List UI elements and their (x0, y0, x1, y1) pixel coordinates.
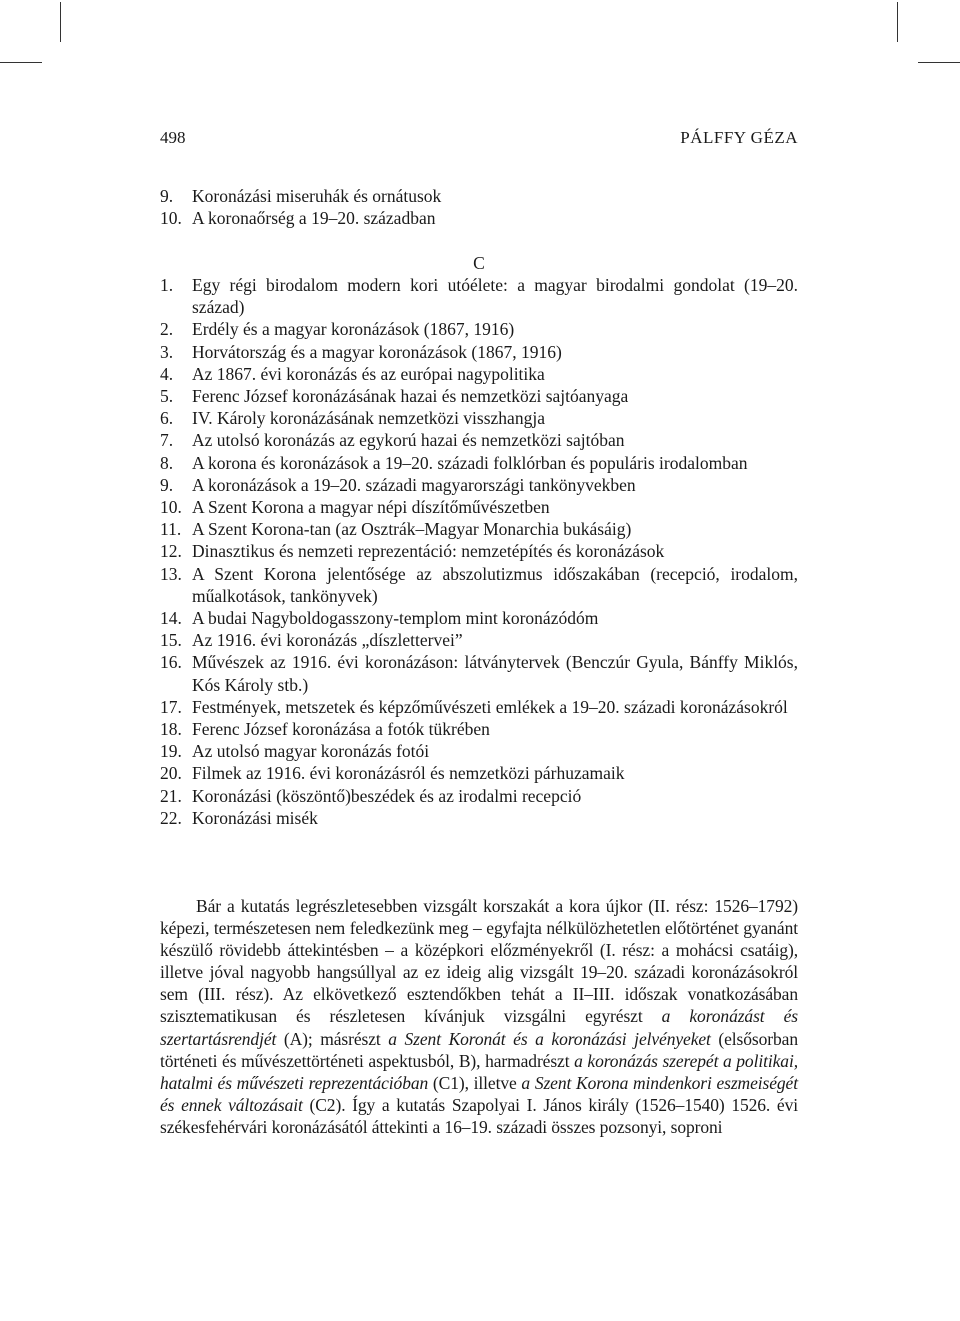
crop-mark (60, 2, 61, 42)
list-item-number: 9. (160, 474, 174, 495)
list-item (160, 318, 798, 340)
list-item-text: Festmények, metszetek és képzőművészeti emlékek a 19–20. századi koronázásokról (192, 696, 788, 717)
list-item (160, 518, 798, 540)
paragraph-text: Bár a kutatás legrészletesebben vizsgált korszakát a kora újkor (II. rész: 1526–1792) képezi, természetesen nem feledkezünk meg – egyfajta nélkülözhetetlen előtörténet gyanánt készülő rövidebb áttekintésben – a középkori előzményekről (I. rész: a mohácsi csatáig), illetve jóval nagyobb hangsúllyal az ez ideig alig vizsgált 19–20. századi koronázásokról sem (III. rész). Az elkövetkező esztendőkben tehát a II–III. időszak vonatkozásában szisztematikusan és részletesen kívánjuk vizsgálni egyrészt (160, 896, 798, 1027)
list-item-text: A koronázások a 19–20. századi magyarországi tankönyvekben (192, 474, 636, 495)
list-item-text: Dinasztikus és nemzeti reprezentáció: nemzetépítés és koronázások (192, 541, 665, 562)
list-item-number: 21. (160, 785, 182, 806)
list-item-text: Koronázási misék (192, 807, 318, 828)
list-item-text: IV. Károly koronázásának nemzetközi visszhangja (192, 408, 545, 429)
list-item (160, 363, 798, 385)
paragraph-emphasis: a Szent Koronát és a koronázási jelvényeket (388, 1028, 711, 1049)
list-item (160, 785, 798, 807)
list-item (160, 651, 798, 695)
list-item-number: 4. (160, 363, 174, 384)
list-item (160, 807, 798, 829)
list-item-text: Koronázási miseruhák és ornátusok (192, 186, 442, 206)
list-item-number: 5. (160, 386, 174, 407)
crop-mark (918, 62, 960, 63)
list-item (160, 474, 798, 496)
list-item (160, 207, 798, 229)
list-item (160, 629, 798, 651)
list-item (160, 563, 798, 607)
list-item (160, 762, 798, 784)
list-item (160, 540, 798, 562)
running-head: PÁLFFY GÉZA (680, 128, 798, 147)
list-section-c (160, 274, 798, 829)
list-item (160, 718, 798, 740)
list-item-number: 1. (160, 275, 174, 295)
page-number: 498 (160, 128, 186, 147)
list-item (160, 452, 798, 474)
crop-mark (0, 62, 42, 63)
paragraph-text: (A); másrészt (276, 1028, 389, 1049)
list-item-number: 18. (160, 719, 182, 740)
list-item (160, 341, 798, 363)
paragraph-emphasis: a koronázást és szertartásrendjét (160, 1006, 799, 1049)
list-item-text: A Szent Korona jelentősége az abszolutizmus időszakában (recepció, irodalom, műalkotások, tankönyvek) (192, 563, 798, 606)
list-item (160, 185, 798, 207)
paragraph-text: (C1), illetve (428, 1072, 522, 1093)
list-item-number: 8. (160, 452, 174, 473)
list-item-text: Ferenc József koronázása a fotók tükrében (192, 719, 490, 740)
list-item-number: 20. (160, 763, 182, 784)
list-item-text: Az 1916. évi koronázás „díszlettervei” (192, 630, 463, 651)
list-item-number: 19. (160, 741, 182, 762)
list-item-text: Filmek az 1916. évi koronázásról és nemzetközi párhuzamaik (192, 763, 625, 784)
list-section-b (160, 185, 798, 229)
list-item (160, 496, 798, 518)
paragraph-emphasis: a koronázás szerepét a politikai, hatalmi és művészeti reprezentációban (160, 1050, 798, 1093)
list-item-text: A korona és koronázások a 19–20. századi folklórban és populáris irodalomban (192, 452, 748, 473)
paragraph-text: (C2). Így a kutatás Szapolyai I. János király (1526–1540) 1526. évi székesfehérvári koronázásától áttekinti a 16–19. századi összes pozsonyi, soproni (160, 1094, 798, 1137)
list-item-number: 11. (160, 519, 182, 540)
list-item (160, 607, 798, 629)
list-item-text: A Szent Korona a magyar népi díszítőművészetben (192, 497, 550, 518)
list-item-number: 7. (160, 430, 174, 451)
list-item-number: 17. (160, 696, 182, 717)
list-item-text: A budai Nagyboldogasszony-templom mint koronázódóm (192, 608, 599, 629)
list-item-text: Az utolsó koronázás az egykorú hazai és nemzetközi sajtóban (192, 430, 625, 451)
list-item-number: 9. (160, 186, 174, 206)
crop-mark (897, 2, 898, 42)
list-item-text: Egy régi birodalom modern kori utóélete: a magyar birodalmi gondolat (19–20. század) (192, 275, 798, 318)
body-paragraph (160, 895, 798, 1138)
list-item-number: 15. (160, 630, 182, 651)
list-item-number: 13. (160, 563, 182, 584)
list-item-text: Erdély és a magyar koronázások (1867, 1916) (192, 319, 515, 340)
list-item (160, 740, 798, 762)
list-item-text: Művészek az 1916. évi koronázáson: látványtervek (Benczúr Gyula, Bánffy Miklós, Kós Károly stb.) (192, 652, 798, 695)
paragraph-emphasis: a Szent Korona mindenkori eszmeiségét és ennek változásait (160, 1072, 798, 1115)
page-header (160, 128, 798, 152)
list-item-number: 10. (160, 497, 182, 518)
list-item-number: 22. (160, 807, 182, 828)
list-item-text: Horvátország és a magyar koronázások (1867, 1916) (192, 341, 562, 362)
list-item-number: 10. (160, 208, 182, 229)
list-item-number: 2. (160, 319, 174, 340)
list-item-number: 16. (160, 652, 182, 673)
list-item-number: 6. (160, 408, 174, 429)
list-item-text: Az utolsó magyar koronázás fotói (192, 741, 430, 762)
list-item (160, 407, 798, 429)
list-item-number: 14. (160, 608, 182, 629)
list-item-text: A Szent Korona-tan (az Osztrák–Magyar Monarchia bukásáig) (192, 519, 632, 540)
list-item-number: 3. (160, 341, 174, 362)
paragraph-text: (elsősorban történeti és művészettörténeti aspektusból, B), harmadrészt (160, 1028, 798, 1071)
list-item (160, 274, 798, 318)
list-item-text: Ferenc József koronázásának hazai és nemzetközi sajtóanyaga (192, 386, 629, 407)
list-item (160, 696, 798, 718)
list-item-text: A koronaőrség a 19–20. században (192, 208, 436, 229)
list-item-text: Az 1867. évi koronázás és az európai nagypolitika (192, 363, 545, 384)
list-item-number: 12. (160, 541, 182, 562)
list-item-text: Koronázási (köszöntő)beszédek és az irodalmi recepció (192, 785, 582, 806)
list-item (160, 385, 798, 407)
section-heading: C (473, 253, 485, 273)
list-item (160, 429, 798, 451)
